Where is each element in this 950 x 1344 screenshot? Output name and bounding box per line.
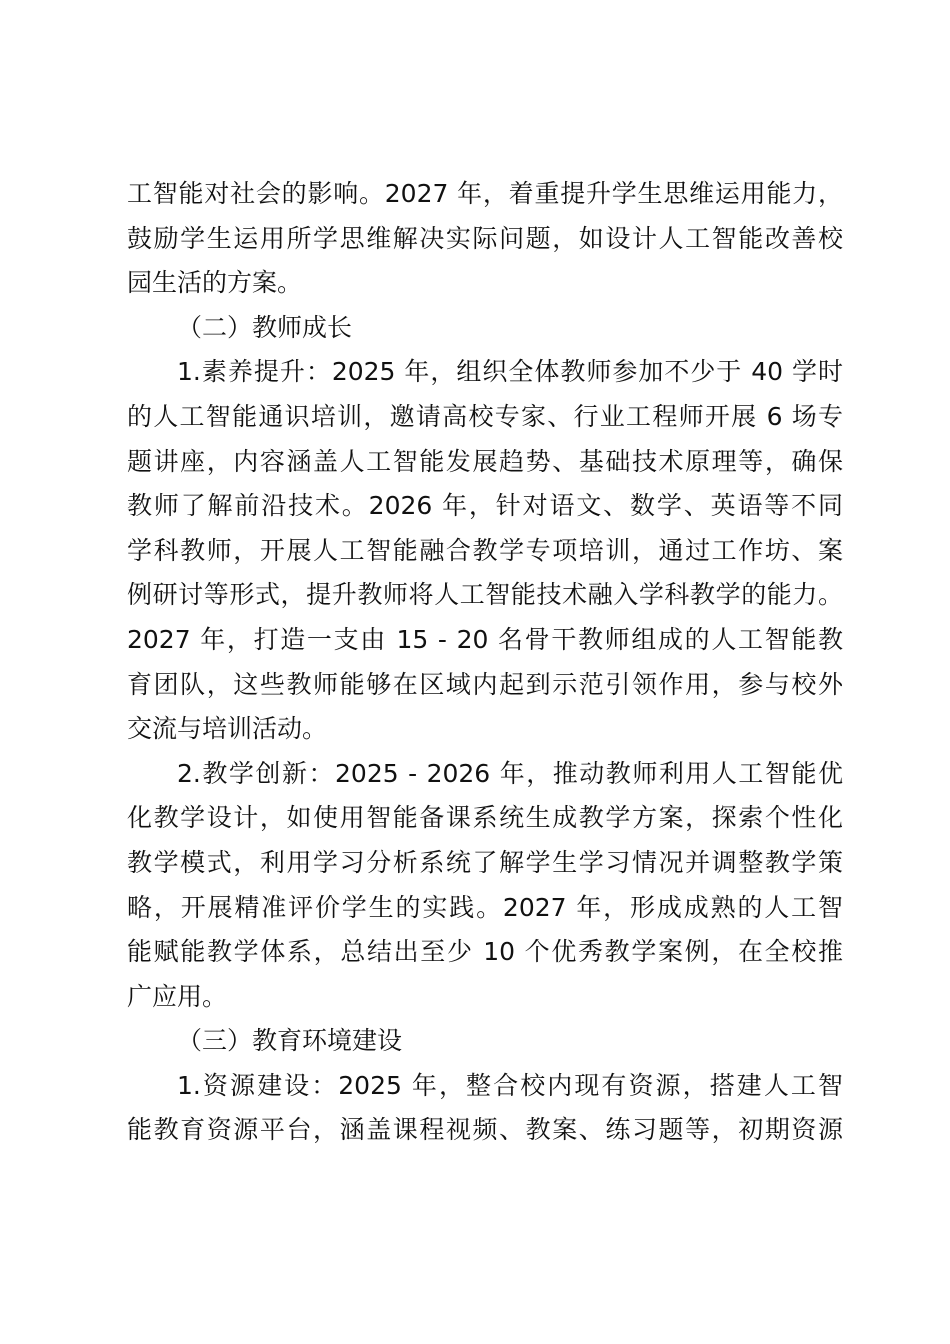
text-line: 鼓励学生运用所学思维解决实际问题，如设计人工智能改善校 [127, 223, 843, 253]
text-line: 题讲座，内容涵盖人工智能发展趋势、基础技术原理等，确保 [127, 446, 843, 476]
text-line: 园生活的方案。 [127, 268, 303, 298]
text-line: 教师了解前沿技术。2026 年，针对语文、数学、英语等不同 [127, 491, 843, 521]
text-line: 1.资源建设：2025 年，整合校内现有资源，搭建人工智 [177, 1070, 843, 1100]
text-line: 育团队，这些教师能够在区域内起到示范引领作用，参与校外 [127, 669, 843, 699]
text-line: 交流与培训活动。 [127, 714, 328, 744]
text-line: 例研讨等形式，提升教师将人工智能技术融入学科教学的能力。 [127, 580, 843, 610]
text-line: 学科教师，开展人工智能融合教学专项培训，通过工作坊、案 [127, 535, 843, 565]
text-line: 1.素养提升：2025 年，组织全体教师参加不少于 40 学时 [177, 357, 843, 387]
document-body [127, 172, 843, 1153]
text-line: 工智能对社会的影响。2027 年，着重提升学生思维运用能力， [127, 179, 843, 208]
text-line: 2027 年，打造一支由 15 - 20 名骨干教师组成的人工智能教 [127, 624, 843, 654]
text-line: 略，开展精准评价学生的实践。2027 年，形成成熟的人工智 [127, 892, 843, 922]
text-line: 能赋能教学体系，总结出至少 10 个优秀教学案例，在全校推 [127, 937, 843, 967]
text-line: 能教育资源平台，涵盖课程视频、教案、练习题等，初期资源 [127, 1115, 843, 1145]
text-line: 2.教学创新：2025 - 2026 年，推动教师利用人工智能优 [177, 758, 843, 788]
text-line: 教学模式，利用学习分析系统了解学生学习情况并调整教学策 [127, 847, 843, 877]
text-line: （二）教师成长 [177, 312, 353, 342]
text-line: （三）教育环境建设 [177, 1026, 403, 1056]
text-line: 广应用。 [127, 981, 228, 1011]
text-line: 的人工智能通识培训，邀请高校专家、行业工程师开展 6 场专 [127, 401, 843, 431]
text-line: 化教学设计，如使用智能备课系统生成教学方案，探索个性化 [127, 803, 843, 833]
